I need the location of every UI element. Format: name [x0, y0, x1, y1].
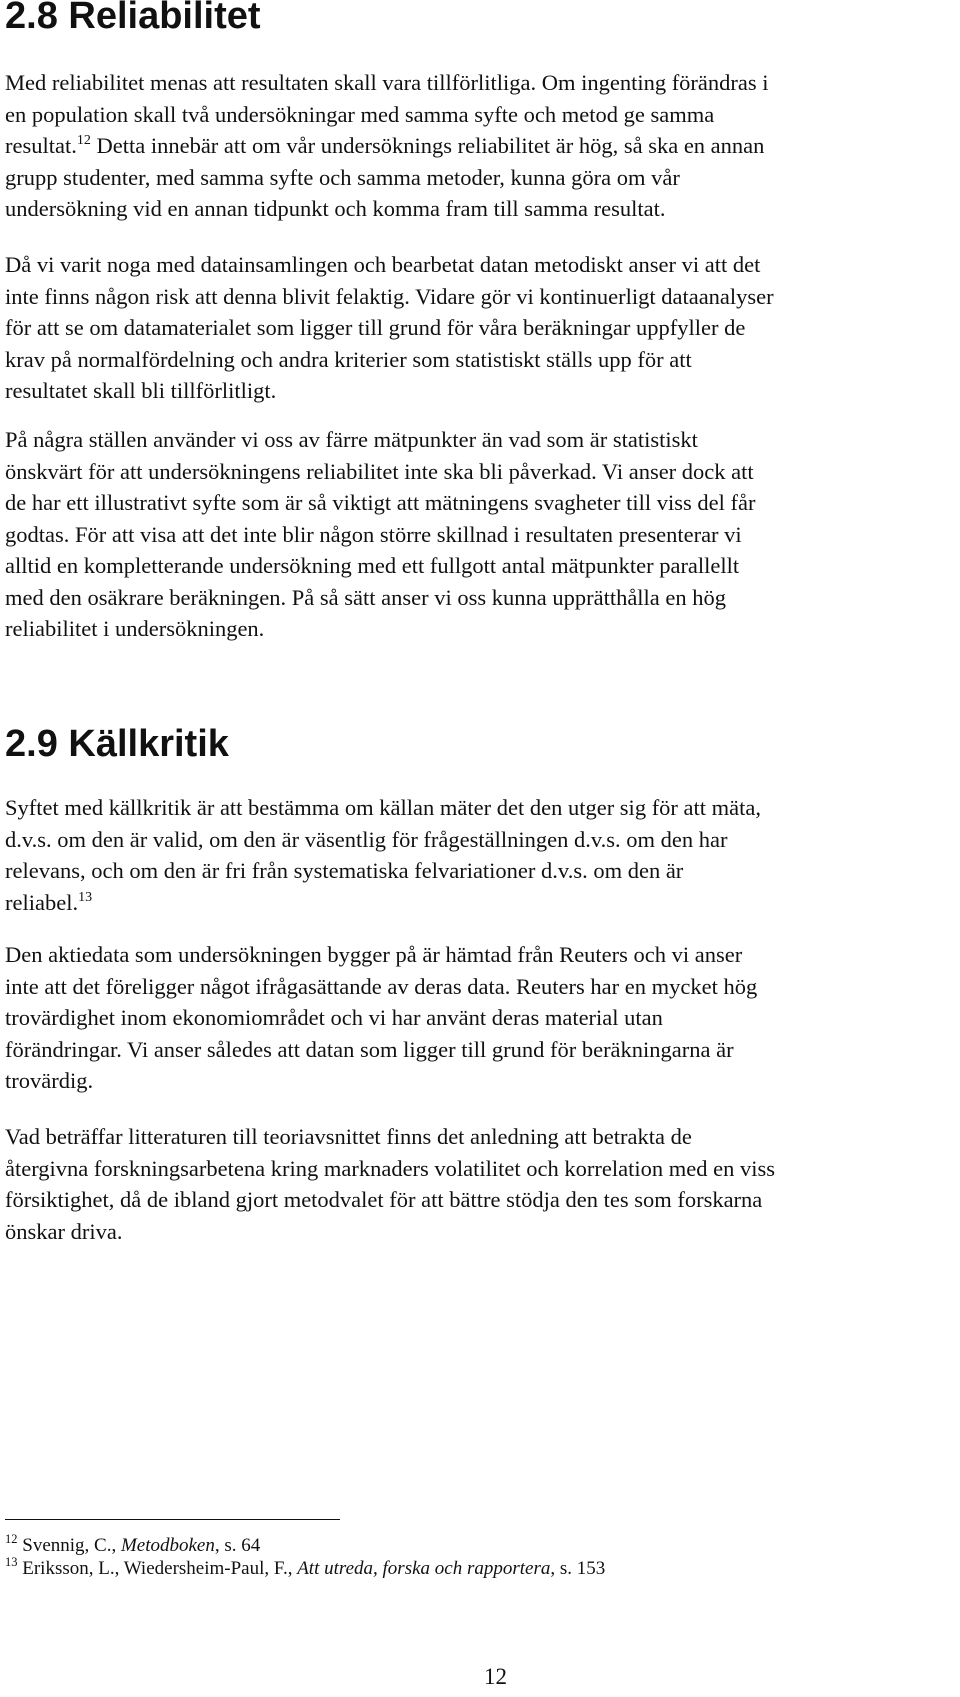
footnote-text: Eriksson, L., Wiedersheim-Paul, F.,	[17, 1558, 298, 1579]
text-line: inte att det föreligger något ifrågasättande av deras data. Reuters har en mycket hög	[5, 973, 758, 999]
text-line: Vad beträffar litteraturen till teoriavsnittet finns det anledning att betrakta de	[5, 1124, 692, 1149]
page-number: 12	[484, 1664, 507, 1689]
text-line: en population skall två undersökningar med samma syfte och metod ge samma	[5, 101, 715, 127]
text-line: alltid en kompletterande undersökning med ett fullgott antal mätpunkter parallellt	[5, 553, 740, 578]
text-line: reliabilitet i undersökningen.	[5, 616, 265, 641]
text-line: krav på normalfördelning och andra kriterier som statistiskt ställs upp för att	[5, 346, 692, 372]
text-segment: resultat.	[5, 133, 77, 158]
text-line: med den osäkrare beräkningen. På så sätt anser vi oss kunna upprätthålla en hög	[5, 584, 727, 610]
footnote-text: , s. 64	[214, 1535, 261, 1556]
paragraph-matpunkter	[5, 424, 955, 645]
footnote-title: Metodboken	[120, 1535, 215, 1556]
text-line: godtas. För att visa att det inte blir någon större skillnad i resultaten presenterar vi	[5, 521, 742, 547]
text-line: grupp studenter, med samma syfte och samma metoder, kunna göra om vår	[5, 164, 680, 190]
footnote-text: , s. 153	[550, 1558, 606, 1579]
paragraph-litteratur	[5, 1121, 955, 1247]
text-line: inte finns någon risk att denna blivit felaktig. Vidare gör vi kontinuerligt dataanalyser	[5, 283, 774, 309]
section-heading-reliabilitet: 2.8 Reliabilitet	[5, 0, 261, 37]
paragraph-datainsamling	[5, 249, 955, 407]
footnote-ref-13: 13	[78, 889, 93, 905]
text-line	[5, 887, 955, 919]
text-line: Med reliabilitet menas att resultaten skall vara tillförlitliga. Om ingenting förändras i	[5, 70, 769, 95]
paragraph-aktiedata	[5, 939, 955, 1097]
paragraph-kallkritik-definition	[5, 792, 955, 918]
text-line: På några ställen använder vi oss av färre mätpunkter än vad som är statistiskt	[5, 427, 698, 452]
paragraph-reliabilitet-definition	[5, 67, 955, 225]
footnote-number: 12	[5, 1532, 18, 1546]
text-segment: Detta innebär att om vår undersöknings reliabilitet är hög, så ska en annan	[90, 133, 765, 158]
text-line: trovärdig.	[5, 1068, 94, 1093]
text-line: önskvärt för att undersökningens reliabilitet inte ska bli påverkad. Vi anser dock att	[5, 458, 754, 484]
text-line: undersökning vid en annan tidpunkt och komma fram till samma resultat.	[5, 196, 666, 221]
text-line: förändringar. Vi anser således att datan som ligger till grund för beräkningarna är	[5, 1036, 734, 1062]
text-line: relevans, och om den är fri från systematiska felvariationer d.v.s. om den är	[5, 858, 684, 883]
text-line: försiktighet, då de ibland gjort metodvalet för att bättre stödja den tes som forskarna	[5, 1187, 763, 1212]
footnote-12	[5, 1534, 260, 1558]
text-line: d.v.s. om den är valid, om den är väsentlig för frågeställningen d.v.s. om den har	[5, 826, 728, 852]
text-line: trovärdighet inom ekonomiområdet och vi har använt deras material utan	[5, 1005, 663, 1030]
text-line: de har ett illustrativt syfte som är så viktigt att mätningens svagheter till viss del får	[5, 490, 756, 515]
text-line: Då vi varit noga med datainsamlingen och bearbetat datan metodiskt anser vi att det	[5, 252, 761, 277]
text-line	[5, 130, 955, 162]
footnote-divider	[5, 1519, 340, 1520]
section-heading-kallkritik: 2.9 Källkritik	[5, 723, 229, 765]
footnote-ref-12: 12	[76, 133, 91, 148]
text-line: önskar driva.	[5, 1218, 123, 1244]
footnote-title: Att utreda, forska och rapportera	[297, 1558, 551, 1579]
text-line: för att se om datamaterialet som ligger till grund för våra beräkningar uppfyller de	[5, 315, 746, 340]
text-line: återgivna forskningsarbetena kring marknaders volatilitet och korrelation med en viss	[5, 1155, 775, 1181]
footnote-13	[5, 1557, 605, 1581]
text-line: resultatet skall bli tillförlitligt.	[5, 378, 277, 403]
text-line: Den aktiedata som undersökningen bygger på är hämtad från Reuters och vi anser	[5, 942, 743, 967]
footnote-number: 13	[5, 1555, 18, 1569]
text-line: Syftet med källkritik är att bestämma om källan mäter det den utger sig för att mäta,	[5, 795, 762, 820]
footnote-text: Svennig, C.,	[17, 1535, 121, 1556]
text-segment: reliabel.	[5, 889, 79, 915]
